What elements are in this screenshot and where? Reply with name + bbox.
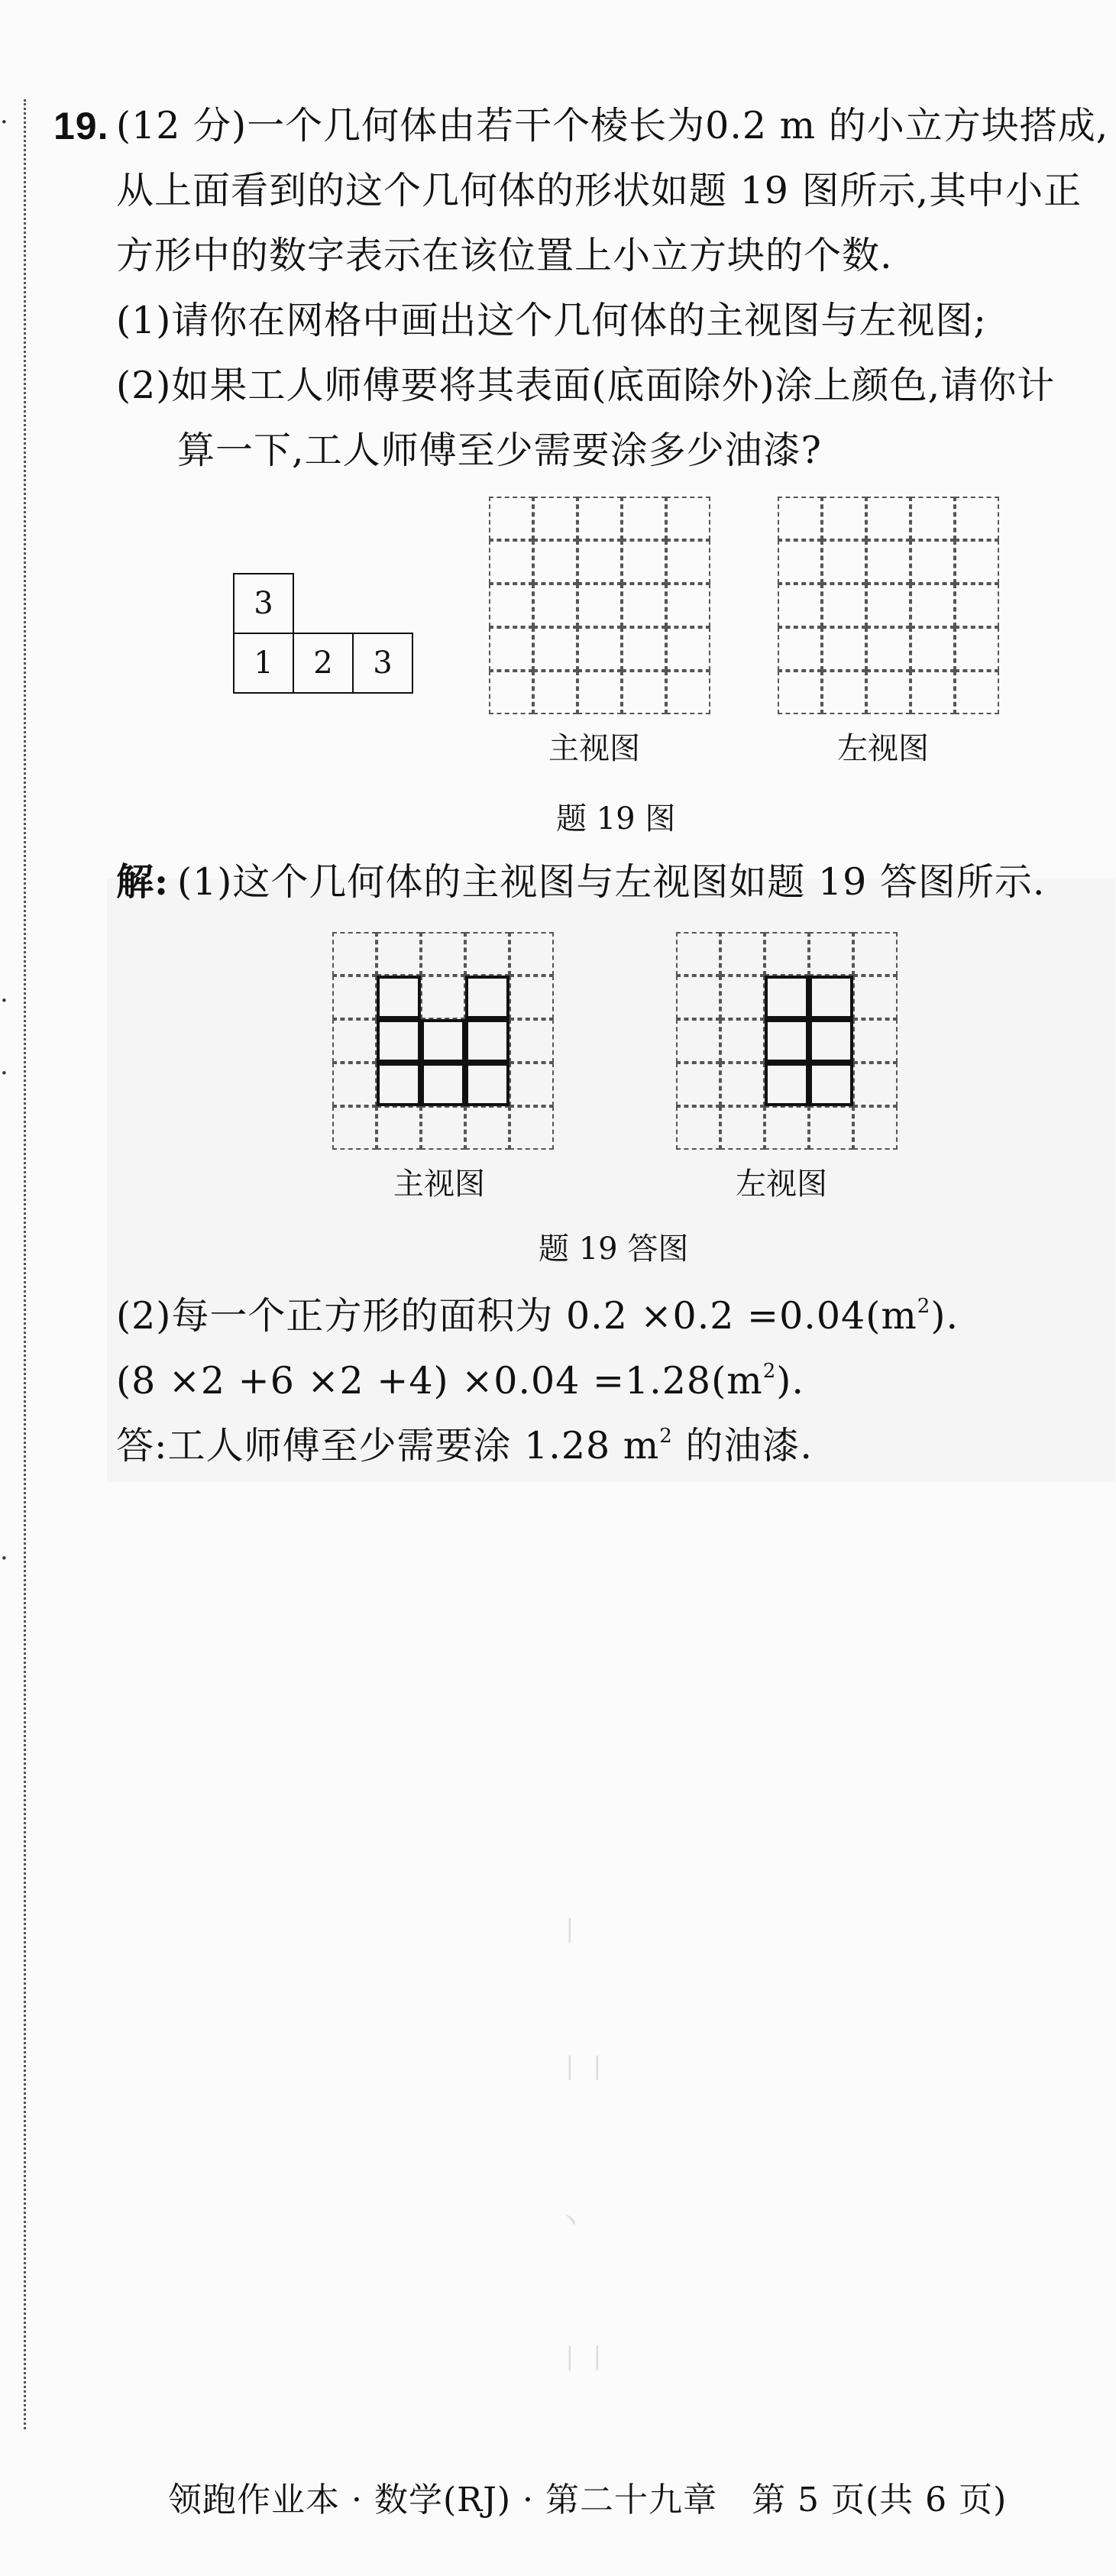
view-square xyxy=(809,1019,853,1063)
answer-figure-caption: 题 19 答图 xyxy=(539,1231,689,1267)
grid-cell xyxy=(622,627,666,671)
grid-cell xyxy=(822,497,866,540)
grid-cell xyxy=(533,627,577,671)
grid-cell xyxy=(955,497,999,540)
grid-cell xyxy=(666,497,710,540)
grid-cell xyxy=(622,584,666,627)
top-view-cell: 3 xyxy=(352,633,413,694)
view-square xyxy=(765,976,809,1019)
figure-caption: 题 19 图 xyxy=(556,801,676,837)
grid-cell xyxy=(778,584,822,627)
grid-cell xyxy=(577,627,622,671)
solution-part-1: (1)这个几何体的主视图与左视图如题 19 答图所示. xyxy=(177,860,1046,904)
grid-cell xyxy=(866,540,911,584)
view-square xyxy=(377,1063,421,1106)
view-square xyxy=(377,1019,421,1063)
question-1: (1)请你在网格中画出这个几何体的主视图与左视图; xyxy=(116,299,987,342)
grid-cell xyxy=(822,671,866,714)
grid-cell xyxy=(911,497,955,540)
grid-cell xyxy=(955,671,999,714)
left-view-label: 左视图 xyxy=(837,731,929,766)
grid-cell xyxy=(489,497,533,540)
margin-mark: · xyxy=(0,985,8,1016)
grid-cell xyxy=(577,497,622,540)
page-footer: 领跑作业本 · 数学(RJ) · 第二十九章 第 5 页(共 6 页) xyxy=(168,2481,1008,2519)
grid-cell xyxy=(955,627,999,671)
grid-cell xyxy=(720,976,765,1019)
grid-cell xyxy=(853,932,898,976)
grid-cell xyxy=(822,540,866,584)
grid-cell xyxy=(666,627,710,671)
grid-cell xyxy=(822,627,866,671)
grid-cell xyxy=(778,497,822,540)
grid-cell xyxy=(720,1019,765,1063)
grid-cell xyxy=(489,584,533,627)
grid-cell xyxy=(509,1019,554,1063)
grid-cell xyxy=(866,671,911,714)
grid-cell xyxy=(533,671,577,714)
grid-cell xyxy=(778,627,822,671)
grid-cell xyxy=(866,627,911,671)
solution-part-2: (2)每一个正方形的面积为 $0.2 \times 0.2 =0.04(m^2)$. xyxy=(116,1294,959,1338)
grid-cell xyxy=(332,1019,377,1063)
view-square xyxy=(809,1063,853,1106)
grid-cell xyxy=(465,932,509,976)
grid-cell xyxy=(509,1063,554,1106)
grid-cell xyxy=(911,627,955,671)
grid-cell xyxy=(911,540,955,584)
view-square xyxy=(465,1063,509,1106)
view-square xyxy=(377,976,421,1019)
grid-cell xyxy=(853,1019,898,1063)
answer-left-view-label: 左视图 xyxy=(736,1167,827,1202)
view-square xyxy=(421,1063,465,1106)
grid-cell xyxy=(911,584,955,627)
grid-cell xyxy=(533,584,577,627)
grid-cell xyxy=(853,1106,898,1150)
grid-cell xyxy=(377,932,421,976)
grid-cell xyxy=(489,540,533,584)
grid-cell xyxy=(676,1063,720,1106)
grid-cell xyxy=(676,1106,720,1150)
margin-mark: · xyxy=(0,107,8,138)
grid-cell xyxy=(911,671,955,714)
grid-cell xyxy=(489,627,533,671)
grid-cell xyxy=(377,1106,421,1150)
grid-cell xyxy=(533,540,577,584)
front-view-label: 主视图 xyxy=(548,731,640,766)
grid-cell xyxy=(809,932,853,976)
grid-cell xyxy=(666,584,710,627)
question-2-line-1: (2)如果工人师傅要将其表面(底面除外)涂上颜色,请你计 xyxy=(116,364,1056,407)
solution-calculation: $(8 \times 2 +6 \times 2 +4) \times 0.04 =1.28(m^2)$. xyxy=(116,1359,804,1403)
margin-mark: · xyxy=(0,1543,8,1574)
grid-cell xyxy=(765,932,809,976)
grid-cell xyxy=(421,932,465,976)
grid-cell xyxy=(332,1106,377,1150)
grid-cell xyxy=(577,540,622,584)
view-square xyxy=(465,976,509,1019)
grid-cell xyxy=(489,671,533,714)
grid-cell xyxy=(676,932,720,976)
grid-cell xyxy=(853,1063,898,1106)
grid-cell xyxy=(421,1106,465,1150)
solution-label: 解: xyxy=(116,859,170,904)
grid-cell xyxy=(866,584,911,627)
binding-margin-line xyxy=(24,99,26,2429)
answer-front-view-label: 主视图 xyxy=(393,1167,485,1202)
grid-cell xyxy=(509,1106,554,1150)
problem-line-3: 方形中的数字表示在该位置上小立方块的个数. xyxy=(116,234,893,277)
grid-cell xyxy=(676,1019,720,1063)
grid-cell xyxy=(955,540,999,584)
grid-cell xyxy=(465,1106,509,1150)
grid-cell xyxy=(577,584,622,627)
problem-number: 19. xyxy=(53,105,109,147)
grid-cell xyxy=(866,497,911,540)
grid-cell xyxy=(332,976,377,1019)
grid-cell xyxy=(853,976,898,1019)
grid-cell xyxy=(421,976,465,1019)
solution-answer: 答:工人师傅至少需要涂 1.28 $m^2$ 的油漆. xyxy=(116,1424,813,1468)
view-square xyxy=(765,1063,809,1106)
grid-cell xyxy=(778,671,822,714)
grid-cell xyxy=(622,497,666,540)
view-square xyxy=(765,1019,809,1063)
grid-cell xyxy=(577,671,622,714)
grid-cell xyxy=(809,1106,853,1150)
top-view-cell: 2 xyxy=(293,633,354,694)
grid-cell xyxy=(955,584,999,627)
problem-line-2: 从上面看到的这个几何体的形状如题 19 图所示,其中小正 xyxy=(116,169,1082,212)
top-view-cell: 1 xyxy=(233,633,294,694)
margin-mark: · xyxy=(0,1058,8,1089)
grid-cell xyxy=(666,540,710,584)
grid-cell xyxy=(622,540,666,584)
view-square xyxy=(465,1019,509,1063)
top-view-cell: 3 xyxy=(233,573,294,634)
grid-cell xyxy=(509,976,554,1019)
view-square xyxy=(421,1019,465,1063)
grid-cell xyxy=(332,1063,377,1106)
grid-cell xyxy=(332,932,377,976)
grid-cell xyxy=(666,671,710,714)
grid-cell xyxy=(676,976,720,1019)
grid-cell xyxy=(720,1106,765,1150)
grid-cell xyxy=(509,932,554,976)
grid-cell xyxy=(765,1106,809,1150)
grid-cell xyxy=(720,1063,765,1106)
grid-cell xyxy=(778,540,822,584)
problem-line-1: (12 分)一个几何体由若干个棱长为0.2 m 的小立方块搭成, xyxy=(116,104,1109,147)
grid-cell xyxy=(822,584,866,627)
grid-cell xyxy=(720,932,765,976)
grid-cell xyxy=(533,497,577,540)
grid-cell xyxy=(622,671,666,714)
view-square xyxy=(809,976,853,1019)
question-2-line-2: 算一下,工人师傅至少需要涂多少油漆? xyxy=(177,429,822,472)
